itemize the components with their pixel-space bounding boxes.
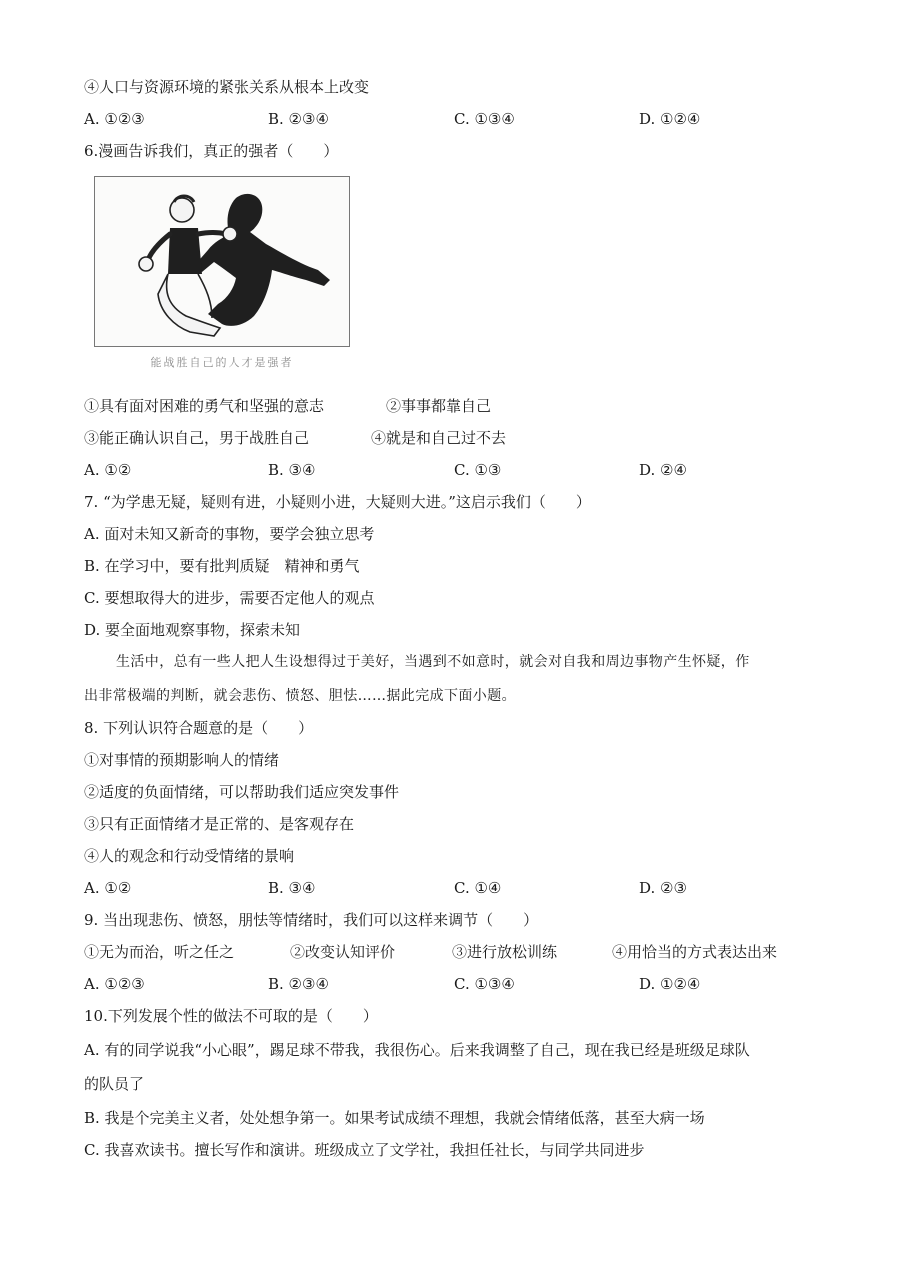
q5-option-b: B. ②③④ <box>268 110 329 128</box>
q8-option-b: B. ③④ <box>268 879 316 897</box>
intro-line-1: 生活中，总有一些人把人生设想得过于美好，当遇到不如意时，就会对自我和周边事物产生怀疑，作 <box>116 654 750 670</box>
q8-option-a: A. ①② <box>84 879 132 897</box>
q6-option-a: A. ①② <box>84 461 132 479</box>
q8-item-4: ④人的观念和行动受情绪的景响 <box>84 847 295 865</box>
q9-option-a: A. ①②③ <box>84 975 145 993</box>
q8-item-3: ③只有正面情绪才是正常的、是客观存在 <box>84 815 355 833</box>
q6-item-2: ②事事都靠自己 <box>386 397 492 415</box>
q8-option-d: D. ②③ <box>639 879 687 897</box>
q9-stem: 9. 当出现悲伤、愤怒，朋怯等情绪时，我们可以这样来调节（ ） <box>84 911 539 929</box>
q7-option-c: C. 要想取得大的进步，需要否定他人的观点 <box>84 589 375 607</box>
q9-option-d: D. ①②④ <box>639 975 701 993</box>
q10-option-a: A. 有的同学说我“小心眼”，踢足球不带我，我很伤心。后来我调整了自己，现在我已经是班级足球队 <box>84 1041 750 1059</box>
cartoon-image <box>94 176 350 372</box>
q9-item-2: ②改变认知评价 <box>290 943 396 961</box>
q10-stem: 10.下列发展个性的做法不可取的是（ ） <box>84 1007 378 1025</box>
q9-item-1: ①无为而治，听之任之 <box>84 943 235 961</box>
intro-line-2: 出非常极端的判断，就会悲伤、愤怒、胆怯……据此完成下面小题。 <box>84 688 516 704</box>
q10-option-a-cont: 的队员了 <box>84 1075 145 1093</box>
q8-item-2: ②适度的负面情绪，可以帮助我们适应突发事件 <box>84 783 400 801</box>
cartoon-caption: 能战胜自己的人才是强者 <box>150 356 294 369</box>
q9-item-4: ④用恰当的方式表达出来 <box>612 943 778 961</box>
q9-item-3: ③进行放松训练 <box>452 943 558 961</box>
q10-option-b: B. 我是个完美主义者，处处想争第一。如果考试成绩不理想，我就会情绪低落，甚至大病一场 <box>84 1109 705 1127</box>
q9-option-b: B. ②③④ <box>268 975 329 993</box>
q9-option-c: C. ①③④ <box>454 975 515 993</box>
q7-option-b: B. 在学习中，要有批判质疑 精神和勇气 <box>84 557 360 575</box>
q6-option-d: D. ②④ <box>639 461 687 479</box>
q5-option-a: A. ①②③ <box>84 110 145 128</box>
q5-option-c: C. ①③④ <box>454 110 515 128</box>
q7-option-a: A. 面对未知又新奇的事物，要学会独立思考 <box>84 525 375 543</box>
q7-option-d: D. 要全面地观察事物，探索未知 <box>84 621 301 639</box>
q8-stem: 8. 下列认识符合题意的是（ ） <box>84 719 314 737</box>
q10-option-c: C. 我喜欢读书。擅长写作和演讲。班级成立了文学社，我担任社长，与同学共同进步 <box>84 1141 645 1159</box>
q6-option-c: C. ①③ <box>454 461 502 479</box>
q8-item-1: ①对事情的预期影响人的情绪 <box>84 751 280 769</box>
q8-option-c: C. ①④ <box>454 879 502 897</box>
q6-item-4: ④就是和自己过不去 <box>371 429 507 447</box>
q6-item-3: ③能正确认识自己，男于战胜自己 <box>84 429 310 447</box>
q5-option-d: D. ①②④ <box>639 110 701 128</box>
strong-self-cartoon <box>94 176 350 372</box>
q6-item-1: ①具有面对困难的勇气和坚强的意志 <box>84 397 325 415</box>
q6-option-b: B. ③④ <box>268 461 316 479</box>
q7-stem: 7. “为学患无疑，疑则有进，小疑则小进，大疑则大进。”这启示我们（ ） <box>84 493 591 511</box>
q6-stem: 6.漫画告诉我们，真正的强者（ ） <box>84 142 339 160</box>
q5-item-4: ④人口与资源环境的紧张关系从根本上改变 <box>84 78 370 96</box>
